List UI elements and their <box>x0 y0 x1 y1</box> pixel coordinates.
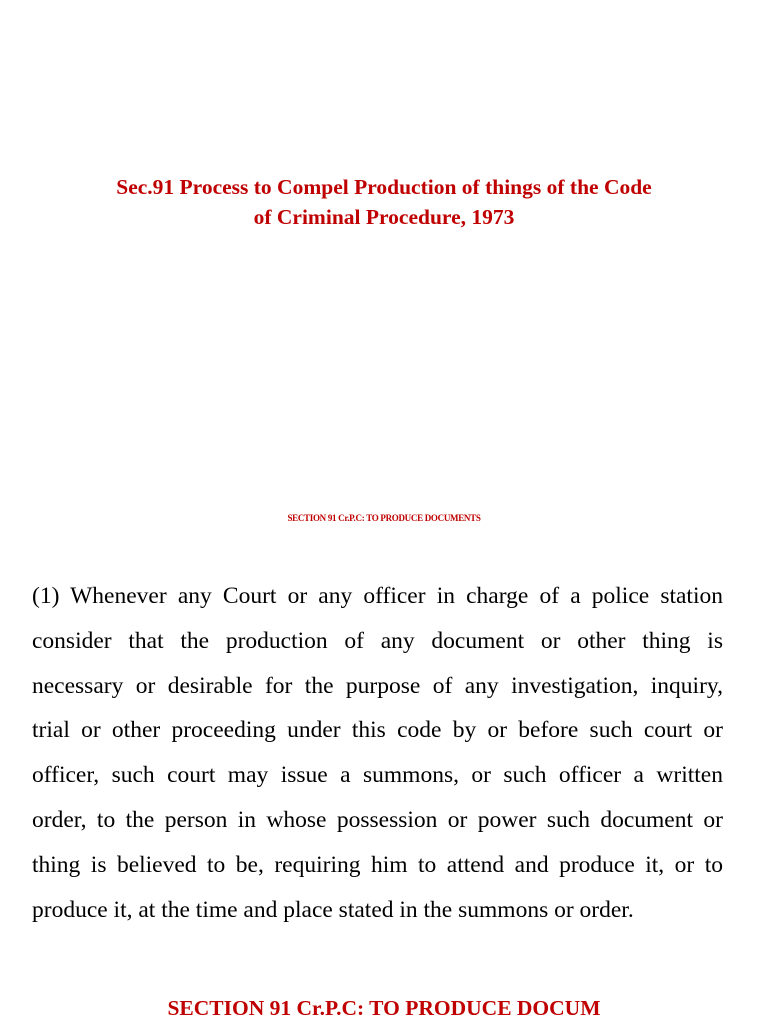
bottom-section-heading: SECTION 91 Cr.P.C: TO PRODUCE DOCUM <box>167 996 601 1020</box>
paragraph-line: produce it, at the time and place stated in the summons or order. <box>32 896 634 923</box>
paragraph-line: thing is believed to be, requiring him to attend and produce it, or to <box>32 851 723 878</box>
paragraph-line: necessary or desirable for the purpose of any investigation, inquiry, <box>32 672 723 699</box>
section-subheading: SECTION 91 Cr.P.C: TO PRODUCE DOCUMENTS <box>287 513 481 523</box>
paragraph-line: trial or other proceeding under this code by or before such court or <box>32 717 723 744</box>
paragraph-line: officer, such court may issue a summons, or such officer a written <box>32 762 723 789</box>
paragraph-line: consider that the production of any document or other thing is <box>32 627 723 654</box>
paragraph-line: order, to the person in whose possession or power such document or <box>32 806 723 833</box>
section-paragraph <box>32 574 723 932</box>
title-line-1: Sec.91 Process to Compel Production of things of the Code <box>116 175 652 199</box>
title-line-2: of Criminal Procedure, 1973 <box>253 205 515 229</box>
paragraph-line: (1) Whenever any Court or any officer in charge of a police station <box>32 583 723 609</box>
page-title <box>40 172 728 232</box>
